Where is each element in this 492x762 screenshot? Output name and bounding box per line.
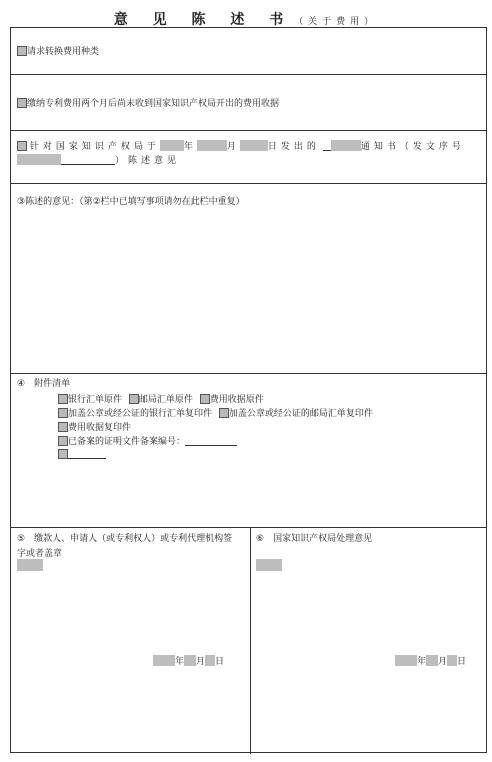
- office-month-field[interactable]: [426, 655, 438, 666]
- notice-month-field[interactable]: [197, 140, 227, 151]
- form-title: [0, 9, 492, 29]
- notice-month-label: 月: [226, 142, 240, 152]
- attach-bank-original-checkbox[interactable]: [58, 394, 68, 404]
- notice-text-1: 针对国家知识产权局于: [29, 142, 160, 152]
- notice-text-2: 通知书（发文序号: [360, 142, 465, 152]
- attach-bank-copy-checkbox[interactable]: [58, 408, 68, 418]
- attach-post-copy-checkbox[interactable]: [219, 408, 229, 418]
- opinion-label: ③陈述的意见：（第②栏中已填写事项请勿在此栏中重复）: [17, 197, 245, 207]
- attach-other-checkbox[interactable]: [58, 449, 68, 459]
- receipt-checkbox[interactable]: [17, 98, 27, 108]
- office-year-label: 年: [417, 657, 427, 667]
- receipt-label: 缴纳专利费用两个月后尚未收到国家知识产权局开出的费用收据: [27, 99, 280, 109]
- notice-section: [11, 131, 486, 184]
- office-opinion-box: [251, 528, 486, 754]
- notice-day-label: 日发出的: [267, 142, 320, 152]
- form-title-main: 意 见 陈 述 书: [113, 12, 294, 28]
- applicant-signature-label-1: ⑤ 缴款人、申请人（或专利权人）或专利代理机构签: [17, 534, 233, 544]
- attach-other-line[interactable]: [68, 448, 106, 459]
- attach-filed-cert-checkbox[interactable]: [58, 436, 68, 446]
- signature-section: [11, 528, 486, 754]
- fee-type-section: [11, 28, 486, 75]
- applicant-day-label: 日: [215, 657, 225, 667]
- office-year-field[interactable]: [395, 655, 417, 666]
- notice-year-label: 年: [183, 142, 197, 152]
- notice-text-3: ）陈述意见: [115, 156, 181, 166]
- opinion-form: [10, 27, 487, 753]
- applicant-year-field[interactable]: [153, 655, 175, 666]
- attach-post-original-checkbox[interactable]: [129, 394, 139, 404]
- notice-type-line: [323, 140, 331, 151]
- applicant-year-label: 年: [175, 657, 185, 667]
- attach-filed-cert-number-line[interactable]: [185, 435, 237, 446]
- applicant-day-field[interactable]: [205, 655, 215, 666]
- opinion-text-area[interactable]: [15, 210, 482, 369]
- attach-receipt-original-label: 费用收据原件: [209, 395, 264, 405]
- fee-type-checkbox[interactable]: [17, 46, 27, 56]
- attach-receipt-copy-checkbox[interactable]: [58, 422, 68, 432]
- notice-type-field[interactable]: [331, 140, 361, 151]
- applicant-signature-box: [11, 528, 251, 754]
- attach-bank-copy-label: 加盖公章或经公证的银行汇单复印件: [68, 409, 213, 419]
- notice-year-field[interactable]: [160, 140, 184, 151]
- receipt-section: [11, 75, 486, 131]
- attachments-section: [11, 374, 486, 528]
- attach-receipt-copy-label: 费用收据复印件: [68, 423, 132, 433]
- attach-post-copy-label: 加盖公章或经公证的邮局汇单复印件: [228, 409, 373, 419]
- attach-bank-original-label: 银行汇单原件: [68, 395, 123, 405]
- attach-receipt-original-checkbox[interactable]: [200, 394, 210, 404]
- applicant-seal-field[interactable]: [17, 559, 43, 571]
- attachments-heading: ④ 附件清单: [17, 379, 71, 389]
- notice-serial-field[interactable]: [17, 154, 61, 165]
- notice-checkbox[interactable]: [17, 141, 27, 151]
- notice-serial-line: [61, 154, 115, 165]
- office-month-label: 月: [438, 657, 448, 667]
- office-day-label: 日: [457, 657, 467, 667]
- attach-filed-cert-label: 已备案的证明文件备案编号：: [68, 437, 186, 447]
- attach-post-original-label: 邮局汇单原件: [138, 395, 193, 405]
- applicant-signature-label-2: 字或者盖章: [17, 549, 63, 559]
- notice-day-field[interactable]: [240, 140, 268, 151]
- office-opinion-label: ⑥ 国家知识产权局处理意见: [256, 534, 373, 544]
- office-seal-field[interactable]: [256, 559, 282, 571]
- applicant-month-field[interactable]: [184, 655, 196, 666]
- applicant-month-label: 月: [196, 657, 206, 667]
- form-title-note: （关于费用）: [294, 17, 379, 27]
- fee-type-label: 请求转换费用种类: [27, 47, 100, 57]
- office-day-field[interactable]: [447, 655, 457, 666]
- opinion-section: [11, 184, 486, 374]
